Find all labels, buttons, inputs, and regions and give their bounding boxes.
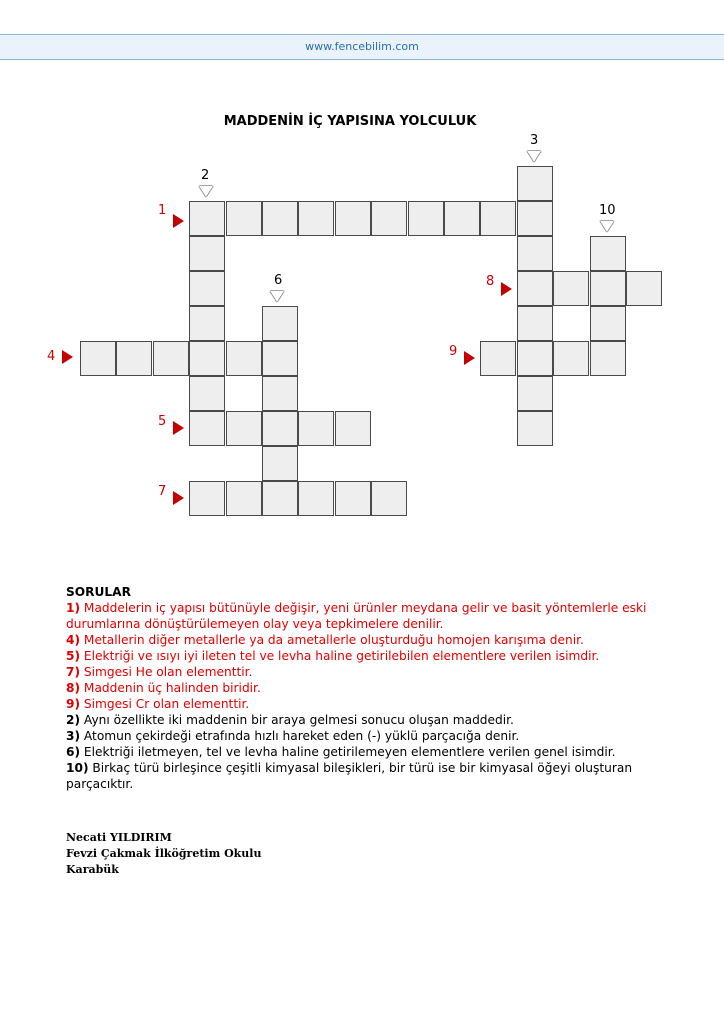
question-text: Maddelerin iç yapısı bütünüyle değişir, yeni ürünler meydana gelir ve basit yöntemlerle eski durumlarına dönüştürülemeyen olay veya tepkimelere denilir. xyxy=(66,601,647,631)
question-item xyxy=(66,696,666,712)
crossword-cell[interactable] xyxy=(189,236,225,271)
crossword-cell[interactable] xyxy=(517,271,553,306)
question-number: 9) xyxy=(66,697,81,711)
question-item xyxy=(66,648,666,664)
right-arrow-icon xyxy=(173,491,184,505)
crossword-cell[interactable] xyxy=(298,481,334,516)
question-text: Simgesi He olan elementtir. xyxy=(80,665,253,679)
clue-number-3: 3 xyxy=(530,133,539,148)
question-item xyxy=(66,712,666,728)
clue-number-7: 7 xyxy=(158,484,167,499)
crossword-cell[interactable] xyxy=(553,341,589,376)
crossword-cell[interactable] xyxy=(298,201,334,236)
question-text: Elektriği iletmeyen, tel ve levha haline getirilemeyen elementlere verilen genel isimdir. xyxy=(80,745,616,759)
page-title: MADDENİN İÇ YAPISINA YOLCULUK xyxy=(223,114,477,129)
crossword-cell[interactable] xyxy=(226,411,262,446)
question-number: 7) xyxy=(66,665,81,679)
question-text: Birkaç türü birleşince çeşitli kimyasal bileşikleri, bir türü ise bir kimyasal öğeyi oluşturan parçacıktır. xyxy=(66,761,633,791)
question-number: 3) xyxy=(66,729,81,743)
crossword-cell[interactable] xyxy=(226,481,262,516)
crossword-cell[interactable] xyxy=(408,201,444,236)
author-block xyxy=(66,830,261,878)
crossword-cell[interactable] xyxy=(553,271,589,306)
crossword-cell[interactable] xyxy=(80,341,116,376)
crossword-cell[interactable] xyxy=(480,341,516,376)
crossword-cell[interactable] xyxy=(517,341,553,376)
author-city: Karabük xyxy=(66,863,119,876)
question-number: 6) xyxy=(66,745,81,759)
clue-number-4: 4 xyxy=(47,349,56,364)
question-item xyxy=(66,600,666,632)
question-text: Maddenin üç halinden biridir. xyxy=(80,681,261,695)
question-item xyxy=(66,760,666,792)
crossword-cell[interactable] xyxy=(590,306,626,341)
right-arrow-icon xyxy=(501,282,512,296)
question-text: Elektriği ve ısıyı iyi ileten tel ve levha haline getirilebilen elementlere verilen isimdir. xyxy=(80,649,600,663)
down-arrow-icon xyxy=(600,221,614,232)
question-number: 5) xyxy=(66,649,81,663)
question-number: 8) xyxy=(66,681,81,695)
question-text: Metallerin diğer metallerle ya da ametallerle oluşturduğu homojen karışıma denir. xyxy=(80,633,584,647)
clue-number-10: 10 xyxy=(599,203,616,218)
crossword-cell[interactable] xyxy=(189,306,225,341)
right-arrow-icon xyxy=(62,350,73,364)
question-text: Simgesi Cr olan elementtir. xyxy=(80,697,250,711)
crossword-cell[interactable] xyxy=(262,341,298,376)
crossword-cell[interactable] xyxy=(371,481,407,516)
crossword-cell[interactable] xyxy=(590,341,626,376)
right-arrow-icon xyxy=(173,421,184,435)
crossword-cell[interactable] xyxy=(262,201,298,236)
site-link[interactable]: www.fencebilim.com xyxy=(305,40,419,53)
author-name: Necati YILDIRIM xyxy=(66,831,172,844)
question-number: 4) xyxy=(66,633,81,647)
crossword-cell[interactable] xyxy=(189,201,225,236)
question-number: 2) xyxy=(66,713,81,727)
down-arrow-icon xyxy=(527,151,541,162)
crossword-cell[interactable] xyxy=(626,271,662,306)
questions-heading: SORULAR xyxy=(66,585,132,599)
question-item xyxy=(66,664,666,680)
question-item xyxy=(66,680,666,696)
crossword-cell[interactable] xyxy=(590,271,626,306)
crossword-cell[interactable] xyxy=(189,376,225,411)
clue-number-9: 9 xyxy=(449,344,458,359)
clue-number-5: 5 xyxy=(158,414,167,429)
crossword-cell[interactable] xyxy=(262,481,298,516)
question-item xyxy=(66,744,666,760)
clue-number-2: 2 xyxy=(201,168,210,183)
clue-number-6: 6 xyxy=(274,273,283,288)
clue-number-1: 1 xyxy=(158,203,167,218)
crossword-cell[interactable] xyxy=(262,376,298,411)
question-item xyxy=(66,728,666,744)
crossword-cell[interactable] xyxy=(116,341,152,376)
crossword-cell[interactable] xyxy=(298,411,334,446)
question-number: 1) xyxy=(66,601,81,615)
crossword-cell[interactable] xyxy=(189,271,225,306)
crossword-cell[interactable] xyxy=(517,236,553,271)
crossword-cell[interactable] xyxy=(262,306,298,341)
down-arrow-icon xyxy=(270,291,284,302)
crossword-cell[interactable] xyxy=(517,201,553,236)
questions-list xyxy=(66,600,666,792)
crossword-cell[interactable] xyxy=(335,201,371,236)
crossword-cell[interactable] xyxy=(590,236,626,271)
crossword-cell[interactable] xyxy=(335,481,371,516)
crossword-cell[interactable] xyxy=(335,411,371,446)
question-text: Atomun çekirdeği etrafında hızlı hareket eden (-) yüklü parçacığa denir. xyxy=(80,729,520,743)
author-school: Fevzi Çakmak İlköğretim Okulu xyxy=(66,847,262,860)
crossword-cell[interactable] xyxy=(226,201,262,236)
questions-section xyxy=(66,584,666,792)
crossword-cell[interactable] xyxy=(153,341,189,376)
crossword-cell[interactable] xyxy=(517,166,553,201)
crossword-cell[interactable] xyxy=(444,201,480,236)
crossword-cell[interactable] xyxy=(226,341,262,376)
question-text: Aynı özellikte iki maddenin bir araya gelmesi sonucu oluşan maddedir. xyxy=(80,713,514,727)
down-arrow-icon xyxy=(199,186,213,197)
crossword-cell[interactable] xyxy=(371,201,407,236)
right-arrow-icon xyxy=(464,351,475,365)
crossword-cell[interactable] xyxy=(189,411,225,446)
question-item xyxy=(66,632,666,648)
right-arrow-icon xyxy=(173,214,184,228)
question-number: 10) xyxy=(66,761,89,775)
crossword-cell[interactable] xyxy=(517,306,553,341)
crossword-cell[interactable] xyxy=(189,341,225,376)
crossword-cell[interactable] xyxy=(189,481,225,516)
crossword-cell[interactable] xyxy=(517,376,553,411)
crossword-cell[interactable] xyxy=(480,201,516,236)
crossword-cell[interactable] xyxy=(517,411,553,446)
crossword-cell[interactable] xyxy=(262,411,298,446)
crossword-cell[interactable] xyxy=(262,446,298,481)
clue-number-8: 8 xyxy=(486,274,495,289)
